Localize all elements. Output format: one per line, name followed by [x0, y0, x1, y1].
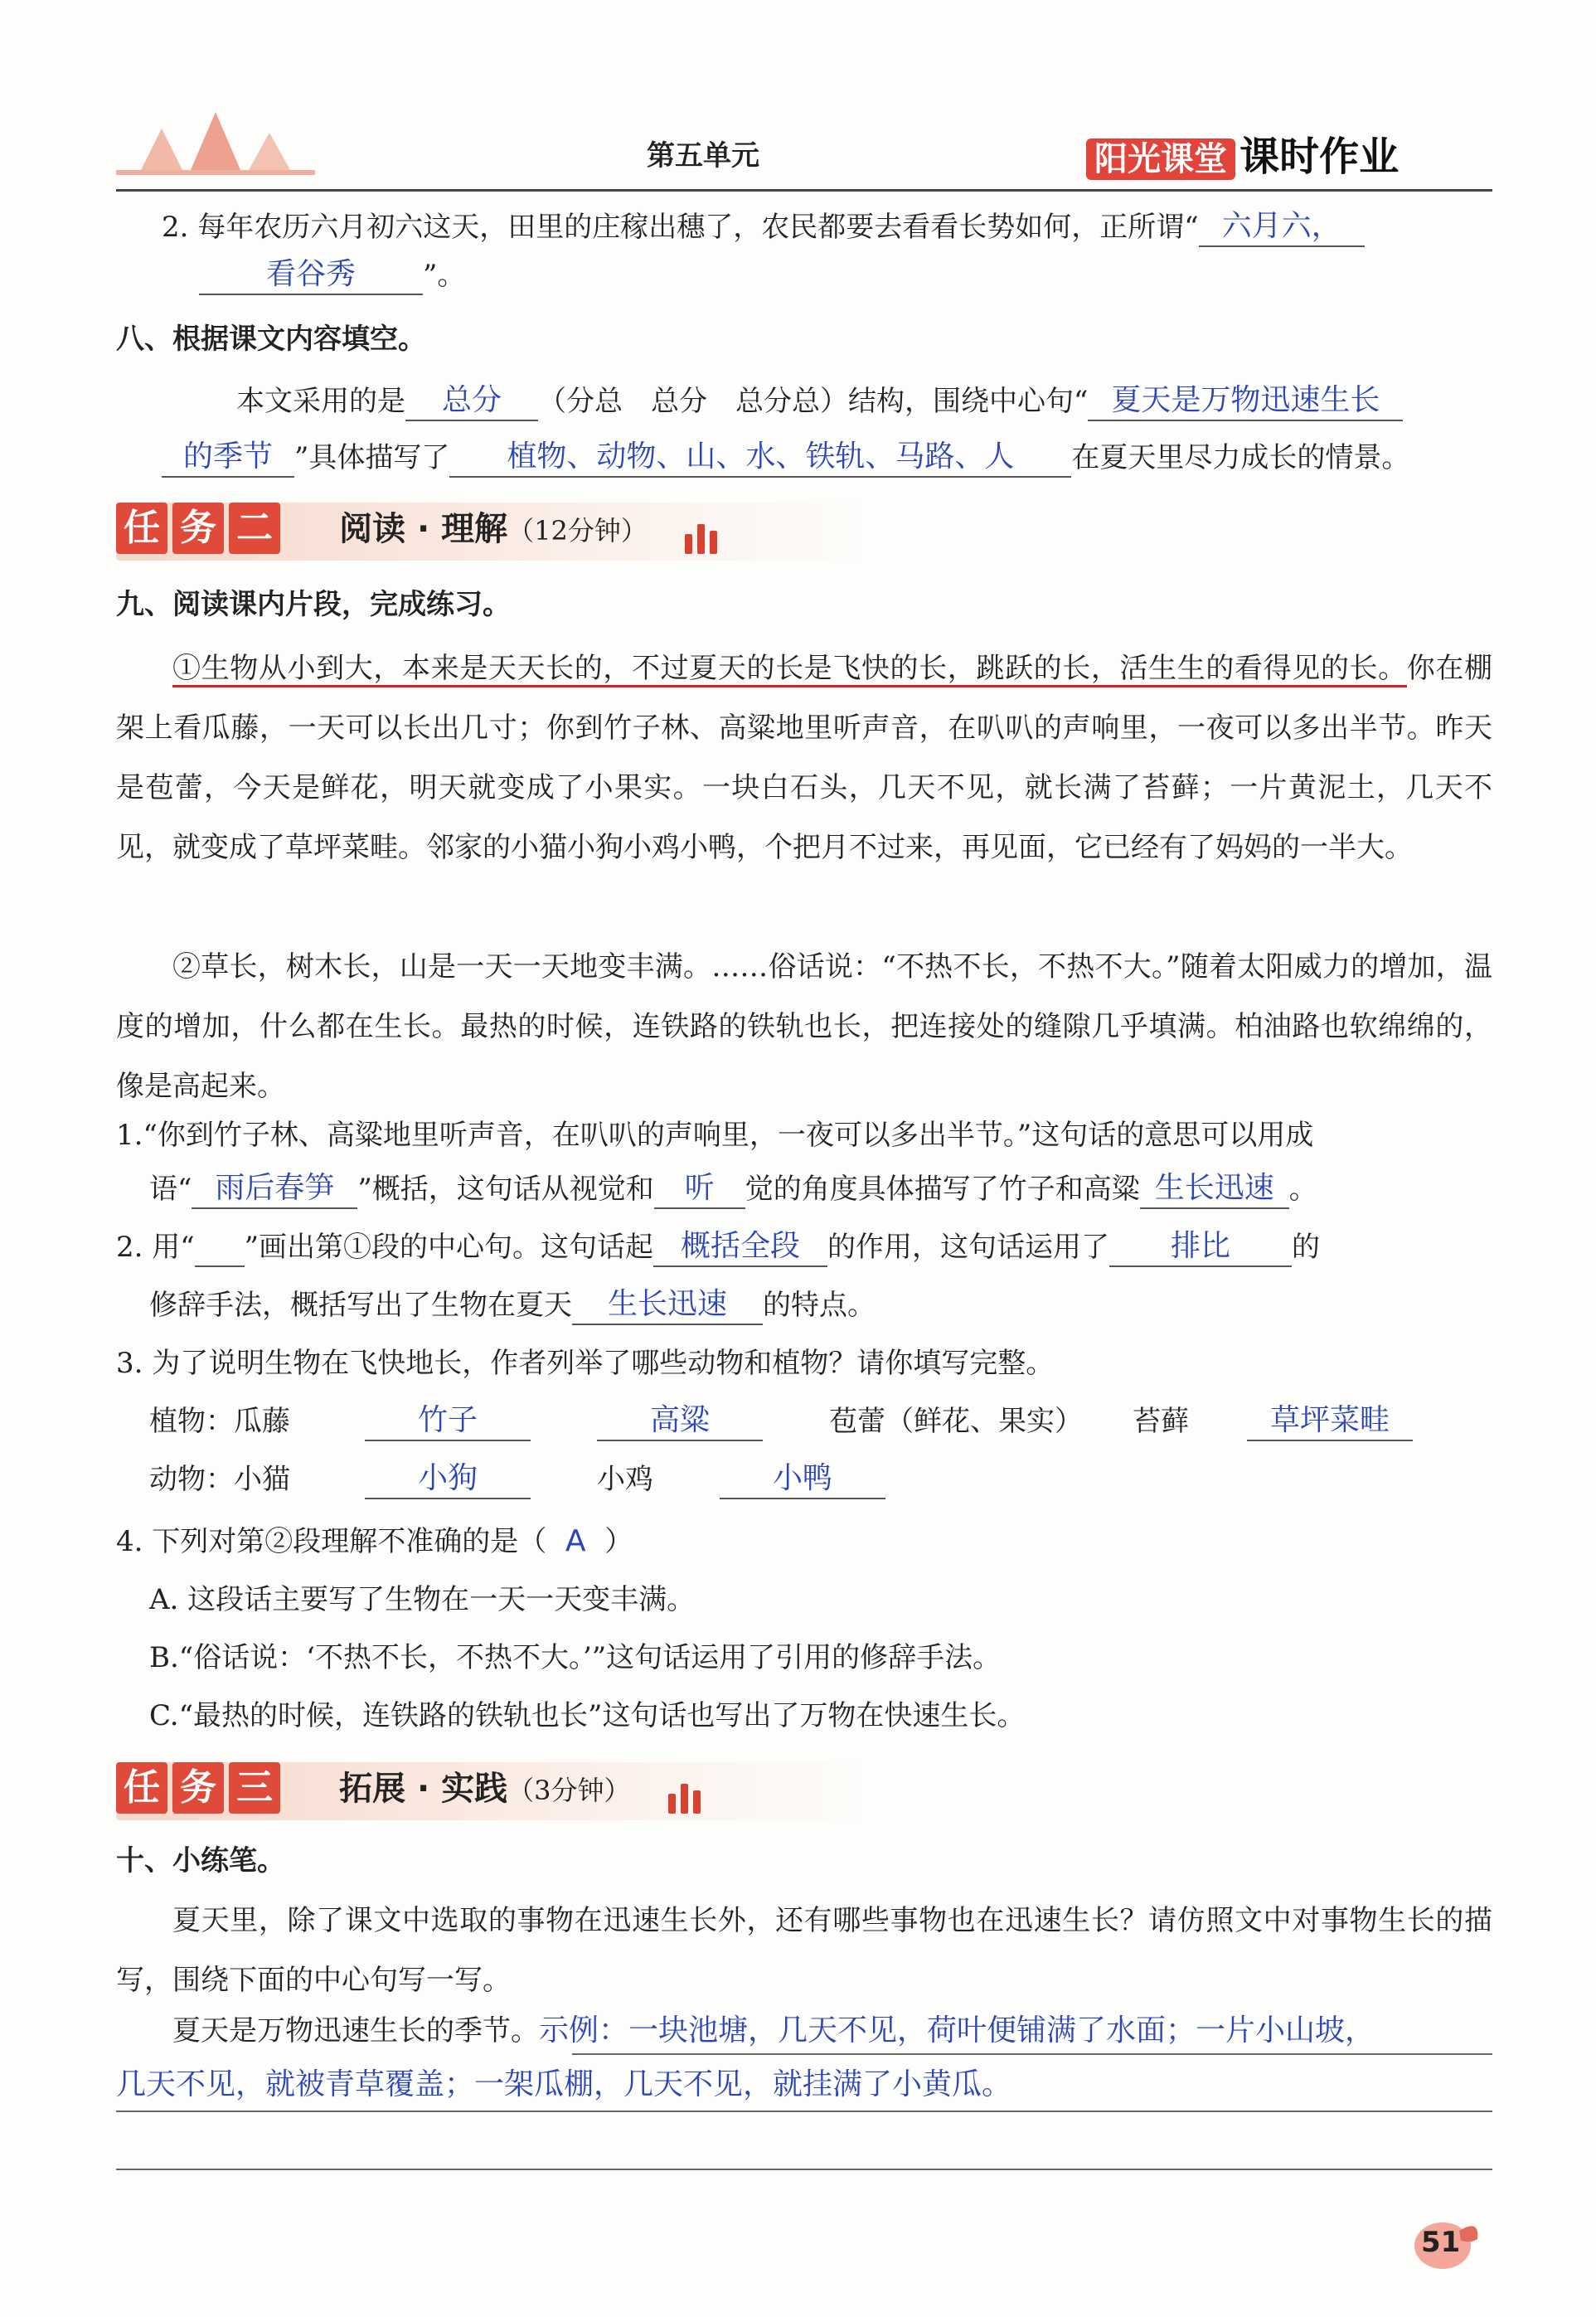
answer-choice: A: [565, 1524, 586, 1558]
q2-line2: 修辞手法，概括写出了生物在夏天 生长迅速 的特点。: [149, 1285, 876, 1325]
answer-text: 示例：一块池塘，几天不见，荷叶便铺满了水面；一片小山坡，: [539, 2013, 1375, 2047]
answer-blank: 排比: [1109, 1227, 1292, 1267]
answer-blank: 的季节: [162, 438, 294, 478]
task3-title: 拓展 · 实践: [339, 1770, 508, 1808]
passage-paragraph-1: ①生物从小到大，本来是天天长的，不过夏天的长是飞快的长，跳跃的长，活生生的看得见的长。你在棚架上看瓜藤，一天可以长出几寸；你到竹子林、高粱地里听声音，在叭叭的声响里，一夜可以多出半节。昨天是苞蕾，今天是鲜花，明天就变成了小果实。一块白石头，几天不见，就长满了苔藓；一片黄泥土，几天不见，就变成了草坪菜畦。邻家的小猫小狗小鸡小鸭，个把月不过来，再见面，它已经有了妈妈的一半大。: [116, 652, 1493, 864]
sec10-answer-line2: 几天不见，就被青草覆盖；一架瓜棚，几天不见，就挂满了小黄瓜。: [116, 2067, 1012, 2101]
answer-line: [116, 2111, 1492, 2112]
page-number: 51: [1421, 2226, 1461, 2259]
task2-title: 阅读 · 理解: [339, 510, 508, 548]
passage-paragraph-2: ②草长，树木长，山是一天一天地变丰满。……俗话说：“不热不长，不热不大。”随着太阳威力的增加，温度的增加，什么都在生长。最热的时候，连铁路的铁轨也长，把连接处的缝隙几乎填满。柏油路也软绵绵的，像是高起来。: [116, 950, 1492, 1103]
page-number-badge: [1409, 2214, 1484, 2272]
brand-tag: 阳光课堂: [1086, 138, 1235, 180]
q4-prompt: 4. 下列对第②段理解不准确的是（ A ）: [116, 1522, 633, 1562]
sec10-answer-line1: 夏天是万物迅速生长的季节。示例：一块池塘，几天不见，荷叶便铺满了水面；一片小山坡，: [172, 2013, 1375, 2047]
answer-blank: 夏天是万物迅速生长: [1088, 381, 1403, 421]
section-9-title: 九、阅读课内片段，完成练习。: [116, 588, 511, 621]
central-sentence: ①生物从小到大，本来是天天长的，不过夏天的长是飞快的长，跳跃的长，活生生的看得见的长。: [172, 652, 1407, 687]
answer-blank: 植物、动物、山、水、铁轨、马路、人: [449, 438, 1071, 478]
answer-line: [116, 2169, 1492, 2170]
q4-option-a: A. 这段话主要写了生物在一天一天变丰满。: [149, 1583, 696, 1616]
answer-line: [572, 2053, 1492, 2055]
q4-option-c: C.“最热的时候，连铁路的铁轨也长”这句话也写出了万物在快速生长。: [149, 1699, 1026, 1732]
answer-blank: 六月六，: [1199, 207, 1365, 247]
tree-icon: [116, 95, 315, 178]
q2-line1: 2. 用“ ”画出第①段的中心句。这句话起 概括全段 的作用，这句话运用了 排比 的: [116, 1227, 1320, 1267]
sec8-line1: 本文采用的是 总分 （分总 总分 总分总）结构，围绕中心句“ 夏天是万物迅速生长: [236, 381, 1403, 421]
sec8-line2: 的季节 ”具体描写了 植物、动物、山、水、铁轨、马路、人 在夏天里尽力成长的情景。: [162, 438, 1409, 478]
q7-2-line2: 看谷秀 ”。: [199, 255, 465, 295]
header-decoration: [116, 95, 315, 182]
brand: [1086, 124, 1399, 182]
bars-icon: [668, 1787, 706, 1803]
answer-blank: 竹子: [365, 1401, 531, 1441]
answer-blank: 生长迅速: [1140, 1169, 1289, 1209]
underline-sample: [195, 1227, 245, 1267]
answer-blank: 看谷秀: [199, 255, 423, 295]
answer-blank: 草坪菜畦: [1247, 1401, 1413, 1441]
unit-title: 第五单元: [647, 139, 759, 172]
task3-banner: 任 务 三 拓展 · 实践（3分钟）: [116, 1762, 862, 1820]
answer-blank: 雨后春笋: [192, 1169, 357, 1209]
section-8-title: 八、根据课文内容填空。: [116, 323, 426, 356]
q3-prompt: 3. 为了说明生物在飞快地长，作者列举了哪些动物和植物？请你填写完整。: [116, 1347, 1055, 1380]
q1-line2: 语“ 雨后春笋 ”概括，这句话从视觉和 听 觉的角度具体描写了竹子和高粱 生长迅速 。: [149, 1169, 1317, 1209]
task2-banner: 任 务 二 阅读 · 理解（12分钟）: [116, 503, 862, 561]
header-rule: [116, 189, 1492, 192]
answer-blank: 概括全段: [653, 1227, 827, 1267]
q4-option-b: B.“俗话说：‘不热不长，不热不大。’”这句话运用了引用的修辞手法。: [149, 1641, 1002, 1674]
section-10-title: 十、小练笔。: [116, 1844, 285, 1877]
answer-blank: 听: [654, 1169, 745, 1209]
answer-blank: 小狗: [365, 1460, 531, 1499]
q3-animals: 动物：小猫 小狗 小鸡 小鸭: [149, 1460, 885, 1499]
answer-blank: 小鸭: [720, 1460, 885, 1499]
brand-main: 课时作业: [1239, 134, 1400, 180]
q1-line1: 1.“你到竹子林、高粱地里听声音，在叭叭的声响里，一夜可以多出半节。”这句话的意思可以用成: [116, 1119, 1314, 1152]
q3-plants: 植物：瓜藤 竹子 高粱 苞蕾（鲜花、果实） 苔藓 草坪菜畦: [149, 1401, 1413, 1441]
answer-blank: 总分: [405, 381, 538, 421]
sec10-prompt: 夏天里，除了课文中选取的事物在迅速生长外，还有哪些事物也在迅速生长？请仿照文中对事物生长的描写，围绕下面的中心句写一写。: [116, 1904, 1492, 1997]
bars-icon: [685, 527, 722, 543]
answer-blank: 高粱: [597, 1401, 763, 1441]
q7-2-line1: 2. 每年农历六月初六这天，田里的庄稼出穗了，农民都要去看看长势如何，正所谓“ 六月六，: [162, 207, 1365, 247]
answer-blank: 生长迅速: [572, 1285, 763, 1325]
